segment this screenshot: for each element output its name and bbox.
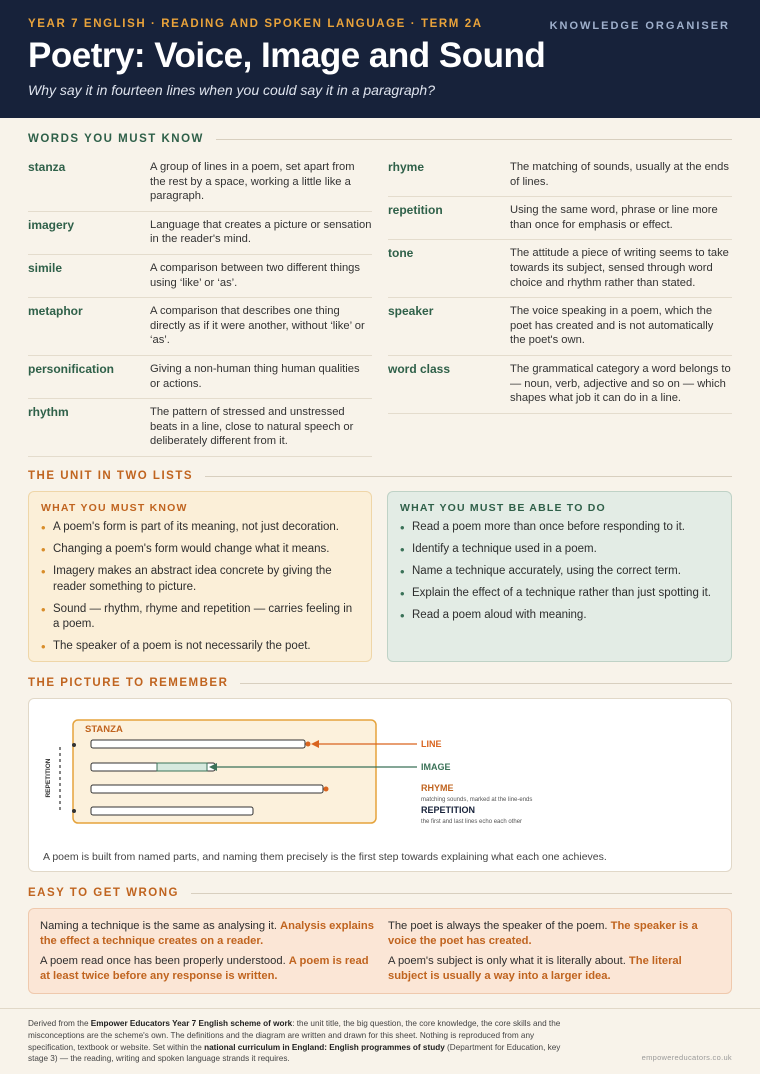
footer-source: Empower Educators Year 7 English scheme of work xyxy=(90,1019,293,1028)
misconception-item xyxy=(388,919,724,949)
list-item: • Imagery makes an abstract idea concrete by giving the reader something to picture. xyxy=(41,564,359,595)
vocab-term: rhyme xyxy=(388,160,425,174)
vocab-definition: The voice speaking in a poem, which the poet has created and is not automatically the poet's own. xyxy=(510,305,714,347)
misconception-myth: The poet is always the speaker of the poem. xyxy=(388,920,608,932)
line-marker-bottom xyxy=(72,809,76,813)
vocab-row xyxy=(28,356,372,399)
line-marker-top xyxy=(72,743,76,747)
misconception-item xyxy=(40,919,376,949)
vocab-row xyxy=(388,356,732,414)
footer-text: (Department for Education, key stage 3) — the reading, writing and spoken language strands it requires. xyxy=(28,1042,561,1064)
rhyme-label: RHYME xyxy=(421,783,454,793)
image-label: IMAGE xyxy=(421,762,451,772)
section-words-title: WORDS YOU MUST KNOW xyxy=(28,133,204,145)
vocab-term: stanza xyxy=(28,160,66,174)
section-lists-title: THE UNIT IN TWO LISTS xyxy=(28,470,194,482)
list-item: • Changing a poem's form would change what it means. xyxy=(41,542,359,558)
footer-text: : the unit title, the big question, the core knowledge, the core skills and the misconceptions are the scheme's own. The definitions and the diagram are written and drawn for this sheet. Nothing is reproduced from any specification, textbook or website. Set within the xyxy=(28,1019,561,1052)
repetition-note: the first and last lines echo each other xyxy=(421,819,523,825)
misconception-correction: A poem is read at least twice before any response is written. xyxy=(40,955,369,982)
vocab-definition: The attitude a piece of writing seems to take towards its subject, sensed through word choice and rhythm rather than stated. xyxy=(510,247,729,289)
vocab-row xyxy=(28,212,372,255)
poem-diagram xyxy=(28,698,732,872)
vocab-definition: A comparison that describes one thing directly as if it were another, without ‘like’ or ‘as’. xyxy=(150,305,365,347)
vocab-term: rhythm xyxy=(28,405,69,420)
line-label: LINE xyxy=(421,739,442,749)
poem-line-4 xyxy=(91,807,253,815)
repetition-side-label: REPETITION xyxy=(45,758,52,798)
divider xyxy=(240,683,732,684)
vocab-row xyxy=(28,298,372,356)
divider xyxy=(205,476,732,477)
misconception-myth: A poem read once has been properly understood. xyxy=(40,955,286,967)
stanza-label: STANZA xyxy=(85,724,123,735)
list-item: • Read a poem aloud with meaning. xyxy=(400,608,719,624)
list-item: • A poem's form is part of its meaning, not just decoration. xyxy=(41,520,359,536)
vocab-column-right xyxy=(388,154,732,414)
footer-url: empowereducators.co.uk xyxy=(641,1053,732,1062)
vocab-column-left xyxy=(28,154,372,457)
vocab-term: word class xyxy=(388,361,451,376)
vocab-term: simile xyxy=(28,260,63,275)
rhyme-dot-1 xyxy=(306,742,311,747)
page-subtitle: Why say it in fourteen lines when you could say it in a paragraph? xyxy=(28,82,436,98)
poem-diagram-svg xyxy=(29,699,733,873)
misconception-correction: The literal subject is usually a way into a larger idea. xyxy=(388,955,682,982)
misconception-myth: Naming a technique is the same as analysing it. xyxy=(40,920,277,932)
misconception-correction: Analysis explains the effect a technique creates on a reader. xyxy=(40,920,374,947)
vocab-definition: A group of lines in a poem, set apart from the rest by a space, working a little like a paragraph. xyxy=(150,161,355,203)
section-picture-title: THE PICTURE TO REMEMBER xyxy=(28,677,229,689)
vocab-definition: The pattern of stressed and unstressed beats in a line, close to natural speech or deliberately different from it. xyxy=(150,406,354,448)
vocab-row xyxy=(388,154,732,197)
poem-line-3 xyxy=(91,785,323,793)
vocab-row xyxy=(388,298,732,356)
footer-curriculum: national curriculum in England: English programmes of study xyxy=(204,1042,445,1052)
divider xyxy=(216,139,732,140)
image-highlight xyxy=(157,763,207,771)
vocab-term: speaker xyxy=(388,304,434,319)
misconceptions-box xyxy=(28,908,732,994)
vocab-term: repetition xyxy=(388,203,443,218)
vocab-row xyxy=(388,240,732,298)
vocab-definition: Language that creates a picture or sensation in the reader's mind. xyxy=(150,218,372,246)
list-item: • Name a technique accurately, using the correct term. xyxy=(400,564,719,580)
header xyxy=(0,0,760,118)
list-item: • Sound — rhythm, rhyme and repetition — carries feeling in a poem. xyxy=(41,602,359,633)
misconception-correction: The speaker is a voice the poet has created. xyxy=(388,920,698,947)
section-lists-heading xyxy=(28,470,732,482)
vocab-term: metaphor xyxy=(28,304,83,319)
list-item: • Explain the effect of a technique rather than just spotting it. xyxy=(400,586,719,602)
footer xyxy=(0,1008,760,1065)
section-words-heading xyxy=(28,133,732,145)
footer-text: Derived from the xyxy=(28,1019,91,1028)
vocab-definition: The matching of sounds, usually at the ends of lines. xyxy=(510,161,729,188)
misconception-item xyxy=(388,954,724,984)
misconception-myth: A poem's subject is only what it is literally about. xyxy=(388,955,626,967)
section-wrong-title: EASY TO GET WRONG xyxy=(28,887,179,899)
able-to-do-box xyxy=(387,491,732,662)
repetition-label: REPETITION xyxy=(421,805,476,815)
page-title: Poetry: Voice, Image and Sound xyxy=(28,36,546,75)
must-know-box xyxy=(28,491,372,662)
vocab-definition: A comparison between two different things using ‘like’ or ‘as’. xyxy=(150,261,360,289)
vocab-definition: The grammatical category a word belongs to — noun, verb, adjective and so on — which shapes what job it can do in a line. xyxy=(510,362,731,405)
diagram-caption: A poem is built from named parts, and naming them precisely is the first step towards explaining what each one achieves. xyxy=(43,851,607,863)
misconception-item xyxy=(40,954,376,984)
header-tag: KNOWLEDGE ORGANISER xyxy=(549,20,730,32)
section-picture-heading xyxy=(28,677,732,689)
vocab-term: imagery xyxy=(28,217,75,232)
section-wrong-heading xyxy=(28,887,732,899)
poem-line-1 xyxy=(91,740,305,748)
vocab-row xyxy=(28,154,372,212)
vocab-row xyxy=(28,399,372,457)
divider xyxy=(191,893,732,894)
vocab-definition: Using the same word, phrase or line more than once for emphasis or effect. xyxy=(510,204,718,231)
vocab-row xyxy=(388,197,732,240)
vocab-row xyxy=(28,255,372,298)
able-to-do-title: WHAT YOU MUST BE ABLE TO DO xyxy=(400,502,606,514)
list-item: • Identify a technique used in a poem. xyxy=(400,542,719,558)
rhyme-dot-2 xyxy=(324,787,329,792)
list-item: • The speaker of a poem is not necessarily the poet. xyxy=(41,639,359,655)
footer-note xyxy=(28,1018,578,1065)
header-kicker: YEAR 7 ENGLISH · READING AND SPOKEN LANGUAGE · TERM 2A xyxy=(28,18,483,30)
vocab-term: personification xyxy=(28,361,115,376)
vocab-definition: Giving a non-human thing human qualities or actions. xyxy=(150,362,360,390)
able-to-do-list xyxy=(400,520,719,624)
vocab-term: tone xyxy=(388,246,414,261)
must-know-list xyxy=(41,520,359,655)
list-item: • Read a poem more than once before responding to it. xyxy=(400,520,719,536)
rhyme-note: matching sounds, marked at the line-ends xyxy=(421,797,533,803)
must-know-title: WHAT YOU MUST KNOW xyxy=(41,502,188,514)
